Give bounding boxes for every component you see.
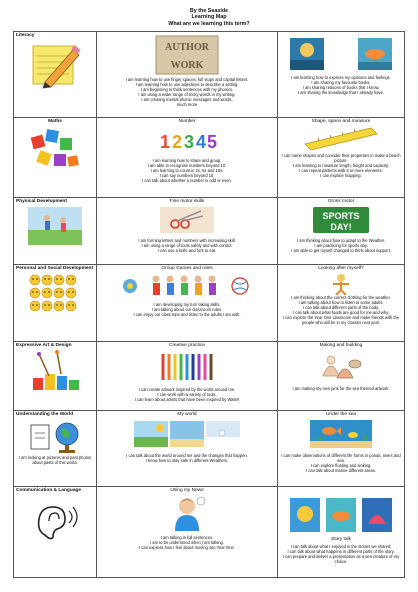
sports-day-sign [312, 206, 370, 234]
physical-label-cell [14, 198, 97, 265]
communication-title: Communication & Language [16, 488, 82, 493]
using-news-cell [97, 487, 278, 578]
making-building-title: Making and building [319, 343, 363, 348]
listening-ear-icon [27, 501, 83, 543]
sports-word: SPORTS [322, 210, 360, 221]
pencil-notepad-icon [27, 40, 83, 90]
shape-text: I can name shapes and consider their properties to make a beach picture. I am learning to measure length, height and capacity. I can repeat patterns with 2 or more elements. I can explore mapping. [281, 152, 401, 178]
group-games-text: I am developing my turn taking skills. I am talking about our classroom rules. I can enjoy our class trips and listen to the adults I am with. [133, 301, 241, 317]
making-building-text: I am making my own junk for the sea themed artwork. [292, 385, 390, 391]
arts-label-cell [14, 342, 97, 411]
row-understanding [14, 411, 405, 487]
under-the-sea-title: Under the sea [325, 412, 357, 417]
gross-motor-title: Gross motor [327, 199, 355, 204]
making-building-cell [278, 342, 405, 411]
gross-motor-text: I am thinking about how to adapt to the Weather. I am practicing for sports day. I am able to get myself changed to think about support. [291, 237, 391, 253]
number-text: I am learning how to share and group. I am able to recognise numbers beyond 10. I am learning to count in 2s, 5s and 10s. I can say numbers beyond 10. I can talk about whether a number is odd or even. [142, 157, 232, 183]
children-group-image [122, 273, 252, 299]
using-news-text: I am talking in full sentences. I am to be understood when I am talking. I can express how I feel about moving into Year One. [139, 534, 235, 550]
story-talk-cell [278, 487, 405, 578]
maths-title: Maths [48, 119, 62, 124]
svg-text:2: 2 [172, 131, 183, 152]
psed-title: Personal and Social Development [16, 266, 94, 271]
understanding-title: Understanding the World [16, 412, 74, 417]
sea-books-image [282, 36, 400, 72]
story-talk-text: I can talk about what I enjoyed in the stories we shared. I can talk about what happens in different parts of the story. I can prepare and deliver a presentation as a sea creature of my choice. [282, 543, 400, 564]
globe-icon [27, 419, 83, 455]
my-world-title: My world [177, 412, 197, 417]
looking-after-text: I am thinking about the correct clothing for the weather. I am talking about how to listen to some adults. I can talk about different parts of the body. I can talk about what foods are good for me and why. I can explore the Year One classroom and make friends with the people who will be in my classes next year. [282, 294, 400, 325]
looking-after-cell [278, 265, 405, 342]
map-header [0, 8, 418, 27]
learning-grid [13, 31, 405, 578]
story-books-image [286, 496, 396, 534]
understanding-left-text: I am looking at pictures and past photos about pasts of this world. [18, 454, 92, 465]
header-theme: By the Seaside [189, 8, 229, 14]
literacy-title: Literacy [16, 33, 35, 38]
fine-motor-text: I am forming letters and numbers with increasing skill. I am using a range of tools safely and with control. I can use a knife and fork to eat. [138, 237, 236, 253]
communication-label-cell [14, 487, 97, 578]
story-talk-title: Story talk [331, 537, 352, 542]
maths-number-cell [97, 118, 278, 198]
ruler-image [301, 126, 381, 150]
number-blocks-icon [28, 126, 82, 172]
author-work-sign-image [155, 35, 219, 75]
under-the-sea-text: I can make observations of different life forms in ponds, rivers and sea. I can explore floating and sinking. I can talk about marine different areas. [281, 452, 401, 473]
fine-motor-cell [97, 198, 278, 265]
my-world-cell [97, 411, 278, 487]
row-arts [14, 342, 405, 411]
number-title: Number [178, 119, 196, 124]
day-word: DAY! [330, 221, 352, 232]
gross-motor-cell [278, 198, 405, 265]
seashells-image [319, 350, 363, 382]
group-games-title: Group Games and roles [161, 266, 213, 271]
creative-practice-cell [97, 342, 278, 411]
row-literacy [14, 32, 405, 118]
row-psed [14, 265, 405, 342]
literacy-writing-text: I am learning how to use finger spaces, full stops and capital letters. I am learning how to use adjectives to describe a setting. I am beginning to think sentences with my phonics. I am using a wider range of tricky words in my writing. I am creating mental phonic messages and words. much more [125, 77, 249, 107]
header-subtitle: Learning Map [191, 14, 227, 21]
row-physical [14, 198, 405, 265]
numbers-image [154, 126, 220, 154]
psed-label-cell [14, 265, 97, 342]
arts-title: Expressive Art & Design [16, 343, 72, 348]
row-maths [14, 118, 405, 198]
row-communication [14, 487, 405, 578]
creative-practice-text: I can create artwork inspired by the world around me. I can work with a variety of tools. I can learn about artists that have been inspired by Water! [134, 386, 240, 402]
understanding-label-cell [14, 411, 97, 487]
paint-palette-icon [27, 350, 83, 392]
svg-text:3: 3 [184, 131, 195, 152]
work-word: WORK [170, 60, 204, 71]
svg-text:1: 1 [160, 131, 171, 152]
seasons-images [132, 419, 242, 449]
looking-after-title: Looking after myself? [318, 266, 364, 271]
creative-practice-title: Creative practice [169, 343, 205, 348]
svg-text:5: 5 [207, 131, 218, 152]
using-news-title: Using my News [170, 488, 204, 493]
under-sea-image [309, 419, 373, 449]
children-playing-photo [27, 206, 83, 246]
header-question: What are we learning this term? [168, 20, 250, 27]
literacy-reading-cell [278, 32, 405, 118]
literacy-writing-cell [97, 32, 278, 118]
maths-shape-cell [278, 118, 405, 198]
literacy-label-cell [14, 32, 97, 118]
body-figure-image [321, 273, 361, 295]
svg-text:4: 4 [196, 131, 207, 152]
emotion-faces-icon [27, 273, 83, 313]
physical-title: Physical Development [16, 199, 67, 204]
my-world-text: I can talk about the world around me and the changes that happen. I know how to stay safe in different Weathers. [126, 452, 248, 463]
literacy-reading-text: I am learning how to express my opinions and feelings. I am sharing my favourite books. I am sharing reasons of books that I know. I am sharing the knowledge that I already have. [291, 75, 391, 95]
group-games-cell [97, 265, 278, 342]
maths-label-cell [14, 118, 97, 198]
scissors-cutting-photo [159, 206, 215, 234]
paint-pens-image [157, 350, 217, 384]
child-talking-image [167, 495, 207, 531]
author-word: AUTHOR [165, 42, 209, 53]
fine-motor-title: Fine motor skills [169, 199, 205, 204]
shape-title: Shape, space and measure [311, 119, 371, 124]
under-the-sea-cell [278, 411, 405, 487]
